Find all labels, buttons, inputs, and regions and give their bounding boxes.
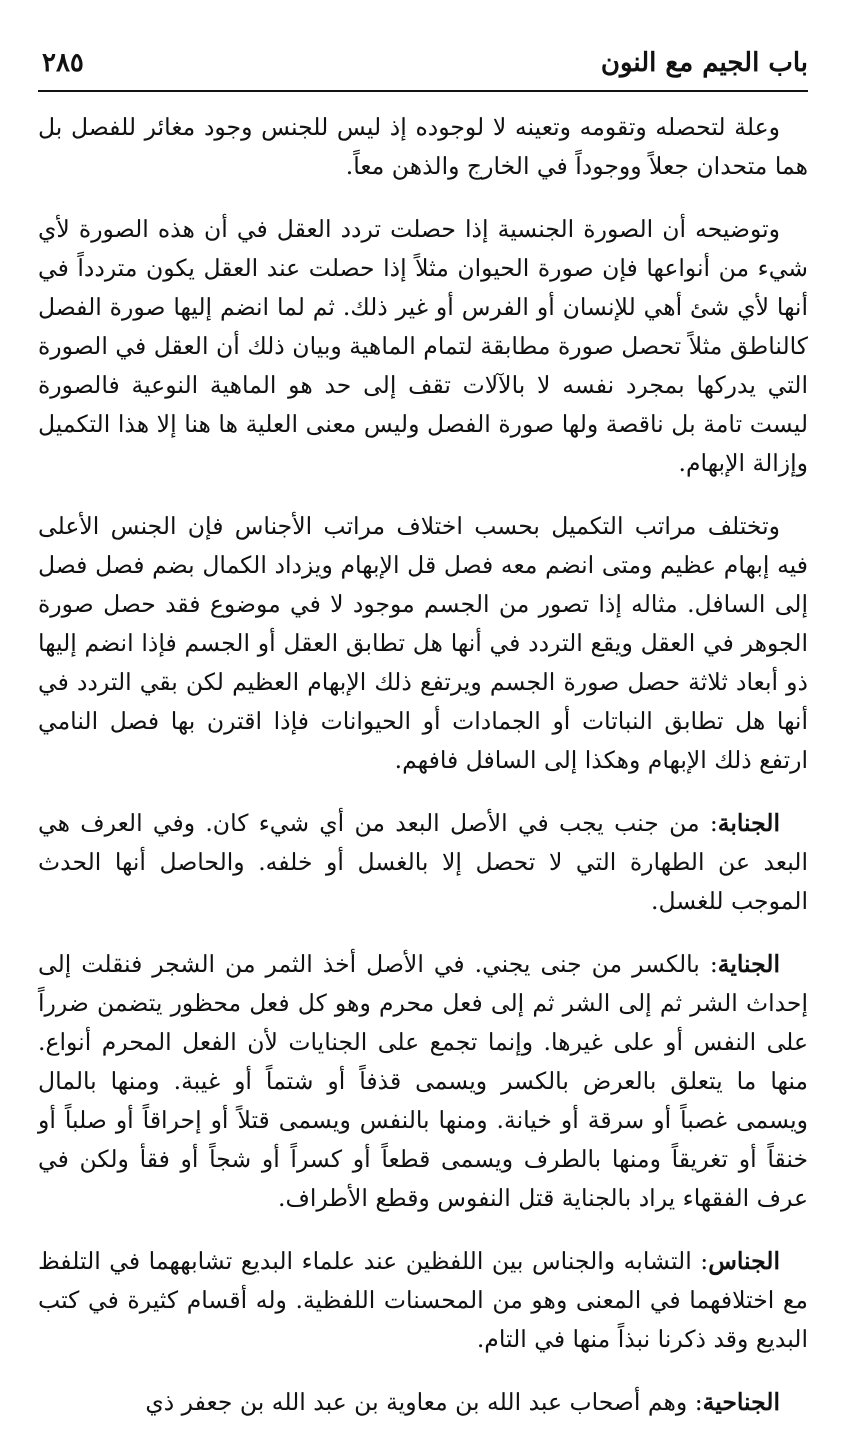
entry-definition: : وهم أصحاب عبد الله بن معاوية بن عبد الله بن جعفر ذي	[145, 1388, 703, 1416]
entry-definition: : بالكسر من جنى يجني. في الأصل أخذ الثمر من الشجر فنقلت إلى إحداث الشر ثم إلى الشر ثم إلى فعل محرم وهو كل فعل محظور يتضمن ضرراً على النفس أو على غيرها. وإنما تجمع على الجنايات لأن الفعل المحرم أنواع. منها ما يتعلق بالعرض بالكسر ويسمى قذفاً أو شتماً أو غيبة. ومنها بالمال ويسمى غصباً أو سرقة أو خيانة. ومنها بالنفس ويسمى قتلاً أو إحراقاً أو صلباً أو خنقاً أو تغريقاً ومنها بالطرف ويسمى قطعاً أو كسراً أو شجاً أو فقأ ولكن في عرف الفقهاء يراد بالجناية قتل النفوس وقطع الأطراف.	[38, 950, 808, 1212]
page-number: ٢٨٥	[42, 48, 84, 78]
paragraph	[38, 108, 808, 186]
dictionary-entry	[38, 1242, 808, 1359]
page-header	[38, 44, 808, 92]
dictionary-entry	[38, 804, 808, 921]
dictionary-entry	[38, 945, 808, 1218]
running-title: باب الجيم مع النون	[600, 48, 808, 78]
entry-term: الجناحية	[702, 1388, 780, 1416]
entry-term: الجنابة	[717, 809, 780, 837]
entry-definition: : من جنب يجب في الأصل البعد من أي شيء كان. وفي العرف هي البعد عن الطهارة التي لا تحصل إلا بالغسل أو خلفه. والحاصل أنها الحدث الموجب للغسل.	[38, 809, 808, 915]
paragraph	[38, 210, 808, 483]
entry-term: الجناس	[708, 1247, 780, 1275]
entry-term: الجناية	[717, 950, 780, 978]
paragraph-text: وعلة لتحصله وتقومه وتعينه لا لوجوده إذ ليس للجنس وجود مغائر للفصل بل هما متحدان جعلاً ووجوداً في الخارج والذهن معاً.	[38, 113, 808, 180]
paragraph-text: وتختلف مراتب التكميل بحسب اختلاف مراتب الأجناس فإن الجنس الأعلى فيه إبهام عظيم ومتى انضم معه فصل قل الإبهام ويزداد الكمال بضم فصل فصل إلى السافل. مثاله إذا تصور من الجسم موجود لا في موضوع فقد حصل صورة الجوهر في العقل ويقع التردد في أنها هل تطابق العقل أو الجسم فإذا انضم إليها ذو أبعاد ثلاثة حصل صورة الجسم ويرتفع ذلك الإبهام العظيم لكن بقي التردد في أنها هل تطابق النباتات أو الجمادات أو الحيوانات فإذا اقترن بها فصل النامي ارتفع ذلك الإبهام وهكذا إلى السافل فافهم.	[38, 512, 808, 774]
dictionary-entry	[38, 1383, 808, 1422]
paragraph-text: وتوضيحه أن الصورة الجنسية إذا حصلت تردد العقل في أن هذه الصورة لأي شيء من أنواعها فإن صورة الحيوان مثلاً إذا حصلت عند العقل يكون متردداً في أنها لأي شئ أهي للإنسان أو الفرس أو غير ذلك. ثم لما انضم إليها صورة الفصل كالناطق مثلاً تحصل صورة مطابقة لتمام الماهية وبيان ذلك أن العقل في الصورة التي يدركها بمجرد نفسه لا بالآلات تقف إلى حد هو الماهية النوعية فالصورة ليست تامة بل ناقصة ولها صورة الفصل وليس معنى العلية ها هنا إلا هذا التكميل وإزالة الإبهام.	[38, 215, 808, 477]
page-body	[38, 108, 808, 1446]
paragraph	[38, 507, 808, 780]
entry-definition: : التشابه والجناس بين اللفظين عند علماء البديع تشابههما في التلفظ مع اختلافهما في المعنى وهو من المحسنات اللفظية. وله أقسام كثيرة في كتب البديع وقد ذكرنا نبذاً منها في التام.	[38, 1247, 808, 1353]
